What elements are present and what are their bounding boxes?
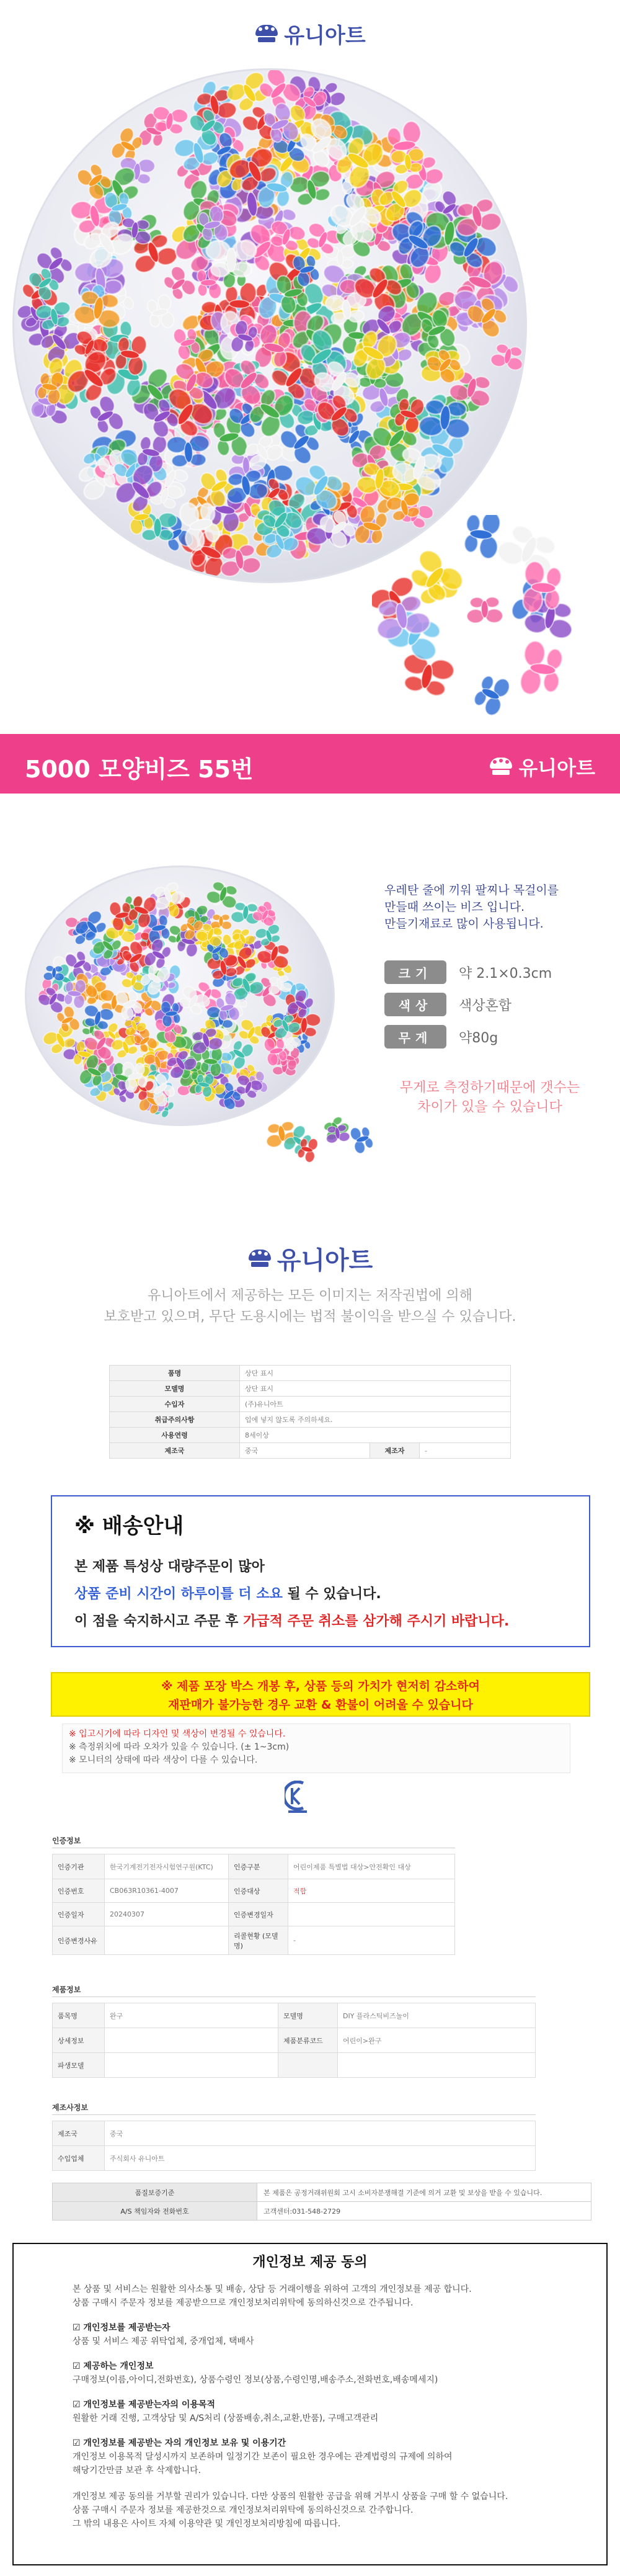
cell-label: 인증변경사유: [53, 1926, 105, 1955]
crown-logo-icon: [247, 1250, 272, 1268]
spilled-beads: [372, 515, 608, 720]
divider: [52, 2114, 536, 2115]
privacy-consent-box: [12, 2243, 608, 2565]
spec-value: 약 2.1×0.3cm: [459, 965, 552, 982]
warning-line: ※ 입고시기에 따라 디자인 및 색상이 변경될 수 있습니다.: [69, 1729, 286, 1739]
table-row: [53, 1926, 455, 1955]
cell-value: 20240307: [105, 1903, 229, 1926]
table-row: [53, 2121, 536, 2146]
copyright-brand: [0, 1241, 620, 1276]
top-brand-logo: [0, 19, 620, 49]
shipping-line: [74, 1583, 381, 1603]
cell-label: [278, 2053, 338, 2078]
cell-label: 수입업체: [53, 2146, 105, 2171]
shipping-emphasis: 상품 준비 시간이 하루이틀 더 소요: [74, 1586, 283, 1602]
cell-label: 인증기관: [53, 1854, 105, 1879]
cell-value: [105, 2028, 278, 2053]
crown-logo-icon: [489, 758, 513, 776]
cell-label: 인증번호: [53, 1879, 105, 1903]
shipping-line: [74, 1611, 509, 1630]
cell-value: 중국: [105, 2121, 536, 2146]
product-title: 5000 모양비즈 55번: [25, 756, 254, 783]
table-row: [53, 2202, 591, 2220]
spec-value: 약80g: [459, 1030, 498, 1046]
table-row: [53, 1879, 455, 1903]
bead-shape: [490, 342, 526, 372]
maker-info-heading: 제조사정보: [52, 2103, 88, 2112]
privacy-line: 개인정보 제공 동의를 거부할 권리가 있습니다. 다만 상품의 원활한 공급을 위해 거부시 상품을 구매 할 수 없습니다.: [73, 2492, 508, 2502]
cell-label: 인증구분: [229, 1854, 288, 1879]
cell-label: 인증변경일자: [229, 1903, 288, 1926]
product-info-table-2: [52, 2003, 536, 2078]
cell-label: 인증일자: [53, 1903, 105, 1926]
title-bar-brand: [489, 753, 595, 781]
cell-value: CB063R10361-4007: [105, 1879, 229, 1903]
table-row: [53, 2146, 536, 2171]
privacy-section-heading: ☑ 제공하는 개인정보: [73, 2361, 154, 2371]
table-row: [53, 2003, 536, 2028]
row-value: 입에 넣지 않도록 주의하세요.: [240, 1412, 511, 1428]
note-line: 무게로 측정하기때문에 갯수는: [399, 1080, 580, 1096]
table-row: [110, 1412, 511, 1428]
cell-label: 품목명: [53, 2003, 105, 2028]
warning-line: ※ 측정위치에 따라 오차가 있을 수 있습니다. (± 1~3cm): [69, 1742, 290, 1752]
description-line: 만들기재료로 많이 사용됩니다.: [384, 917, 544, 931]
cell-value: 완구: [105, 2003, 278, 2028]
beads-cluster-large: [14, 70, 527, 583]
maker-info-table: [52, 2121, 536, 2171]
row-label: 사용연령: [110, 1428, 240, 1443]
product-info-table: [109, 1365, 511, 1459]
cell-label: 상세정보: [53, 2028, 105, 2053]
table-row: [110, 1397, 511, 1412]
cell-value: 고객센터:031-548-2729: [257, 2202, 591, 2220]
table-row: [110, 1428, 511, 1443]
privacy-line: 해당기간만큼 보관 후 삭제합니다.: [73, 2466, 202, 2475]
cell-value: 주식회사 유니아트: [105, 2146, 536, 2171]
brand-name: 유니아트: [518, 756, 595, 780]
cert-heading: 인증정보: [52, 1836, 81, 1845]
table-row: [110, 1366, 511, 1381]
bead-shape: [146, 294, 175, 331]
spilled-beads-small: [260, 1067, 384, 1179]
privacy-section-heading: ☑ 개인정보를 제공받는자의 이용목적: [73, 2400, 216, 2410]
product-info-heading: 제품정보: [52, 1985, 81, 1994]
packaging-notice: [51, 1672, 590, 1717]
table-row: [110, 1443, 511, 1459]
row-label: 수입자: [110, 1397, 240, 1412]
product-photo-large: [12, 68, 527, 583]
row-value: 상단 표시: [240, 1366, 511, 1381]
cell-value: [288, 1903, 455, 1926]
brand-name: 유니아트: [277, 1246, 373, 1275]
spec-label: 무게: [384, 1025, 446, 1049]
bead-shape: [463, 515, 501, 560]
product-description: [384, 882, 559, 932]
privacy-line: 상품 구매시 주문자 정보를 제공받으므로 개인정보처리위탁에 동의하신것으로 간주됩니다.: [73, 2298, 414, 2308]
privacy-section-heading: ☑ 개인정보를 제공받는자: [73, 2323, 170, 2333]
table-row: [110, 1381, 511, 1397]
spec-label: 크기: [384, 960, 446, 984]
spec-color: [384, 993, 512, 1016]
warning-line: ※ 모니터의 상태에 따라 색상이 다를 수 있습니다.: [69, 1755, 258, 1765]
cell-value: [338, 2053, 536, 2078]
bead-shape: [467, 597, 503, 623]
privacy-section-heading: ☑ 개인정보를 제공받는 자의 개인정보 보유 및 이용기간: [73, 2438, 286, 2448]
copyright-notice: [0, 1286, 620, 1328]
row-value: (주)유니아트: [240, 1397, 511, 1412]
cell-value: -: [288, 1926, 455, 1955]
kc-mark-icon: [285, 1781, 311, 1815]
cell-value: 한국기계전기전자시험연구원(KTC): [105, 1854, 229, 1879]
cell-value: [105, 2053, 278, 2078]
table-row: [53, 2183, 591, 2202]
cell-value: 어린이>완구: [338, 2028, 536, 2053]
crown-logo-icon: [254, 25, 279, 43]
row-label: 제조자: [370, 1443, 420, 1459]
spec-value: 색상혼합: [459, 998, 512, 1014]
row-label: 제조국: [110, 1443, 240, 1459]
spec-weight: [384, 1025, 498, 1049]
privacy-line: 구매정보(이름,아이디,전화번호), 상품수령인 정보(상품,수령인명,배송주소,전화번호,배송메세지): [73, 2375, 438, 2385]
cell-label: A/S 책임자와 전화번호: [53, 2202, 257, 2220]
warning-notes: [62, 1724, 570, 1773]
row-value: 8세이상: [240, 1428, 511, 1443]
bead-shape: [211, 915, 232, 929]
cell-value: DIY 플라스틱비즈놀이: [338, 2003, 536, 2028]
privacy-line: 그 밖의 내용은 사이트 자체 이용약관 및 개인정보처리방침에 따릅니다.: [73, 2519, 341, 2529]
shipping-line: 본 제품 특성상 대량주문이 많아: [74, 1559, 265, 1575]
privacy-line: 개인정보 이용목적 달성시까지 보존하며 일정기간 보존이 필요한 경우에는 관계법령의 규제에 의하여: [73, 2452, 453, 2462]
cell-label: 제조국: [53, 2121, 105, 2146]
cell-label: 모델명: [278, 2003, 338, 2028]
cell-value: 어린이제품 특별법 대상>안전확인 대상: [288, 1854, 455, 1879]
cell-label: 품질보증기준: [53, 2183, 257, 2202]
shipping-text: 이 점을 숙지하시고 주문 후: [74, 1614, 244, 1629]
copyright-line: 유니아트에서 제공하는 모든 이미지는 저작권법에 의해: [148, 1288, 472, 1304]
bead-shape: [349, 1124, 375, 1155]
description-line: 우레탄 줄에 끼워 팔찌나 목걸이를: [384, 883, 559, 897]
privacy-line: 상품 구매시 주문자 정보를 제공한것으로 개인정보처리위탁에 동의하신것으로 간주합니다.: [73, 2505, 414, 2515]
privacy-line: 상품 및 서비스 제공 위탁업체, 중개업체, 택배사: [73, 2337, 254, 2346]
bead-shape: [43, 965, 64, 981]
cell-label: 리콜현황 (모델명): [229, 1926, 288, 1955]
description-line: 만들때 쓰이는 비즈 입니다.: [384, 900, 525, 914]
shipping-heading: ※ 배송안내: [74, 1514, 184, 1539]
row-label: 품명: [110, 1366, 240, 1381]
spec-size: [384, 960, 552, 984]
cell-value: [105, 1926, 229, 1955]
row-value: 상단 표시: [240, 1381, 511, 1397]
table-row: [53, 2053, 536, 2078]
note-line: 차이가 있을 수 있습니다: [417, 1099, 562, 1115]
row-value: 중국: [240, 1443, 370, 1459]
cell-label: 파생모델: [53, 2053, 105, 2078]
cell-value: 본 제품은 공정거래위원회 고시 소비자분쟁해결 기준에 의거 교환 및 보상을 받을 수 있습니다.: [257, 2183, 591, 2202]
table-row: [53, 2028, 536, 2053]
cell-label: 제품분류코드: [278, 2028, 338, 2053]
copyright-line: 보호받고 있으며, 무단 도용시에는 법적 불이익을 받으실 수 있습니다.: [104, 1309, 516, 1325]
bead-shape: [471, 671, 512, 718]
shipping-emphasis: 가급적 주문 취소를 삼가해 주시기 바랍니다.: [243, 1614, 510, 1629]
row-label: 취급주의사항: [110, 1412, 240, 1428]
spec-label: 색상: [384, 993, 446, 1016]
shipping-notice: [51, 1495, 590, 1647]
cert-table: [52, 1854, 455, 1955]
packaging-line: 재판매가 불가능한 경우 교환 & 환불이 어려울 수 있습니다: [168, 1698, 473, 1712]
brand-name: 유니아트: [284, 24, 366, 48]
product-title-bar: [0, 734, 620, 794]
shipping-text: 될 수 있습니다.: [282, 1586, 381, 1602]
privacy-line: 원활한 거래 진행, 고객상담 및 A/S처리 (상품배송,취소,교환,반품), 구매고객관리: [73, 2413, 379, 2423]
bead-shape: [519, 640, 564, 698]
table-row: [53, 1903, 455, 1926]
row-value: -: [420, 1443, 511, 1459]
privacy-title: 개인정보 제공 동의: [252, 2255, 368, 2270]
privacy-line: 본 상품 및 서비스는 원활한 의사소통 및 배송, 상담 등 거래이행을 위하여 고객의 개인정보를 제공 합니다.: [73, 2284, 472, 2294]
cell-label: 인증대상: [229, 1879, 288, 1903]
cell-value: 적합: [288, 1879, 455, 1903]
packaging-line: ※ 제품 포장 박스 개봉 후, 상품 등의 가치가 현저히 감소하여: [161, 1679, 480, 1693]
row-label: 모델명: [110, 1381, 240, 1397]
weight-note: [372, 1078, 608, 1117]
warranty-contact-table: [52, 2183, 591, 2220]
table-row: [53, 1854, 455, 1879]
